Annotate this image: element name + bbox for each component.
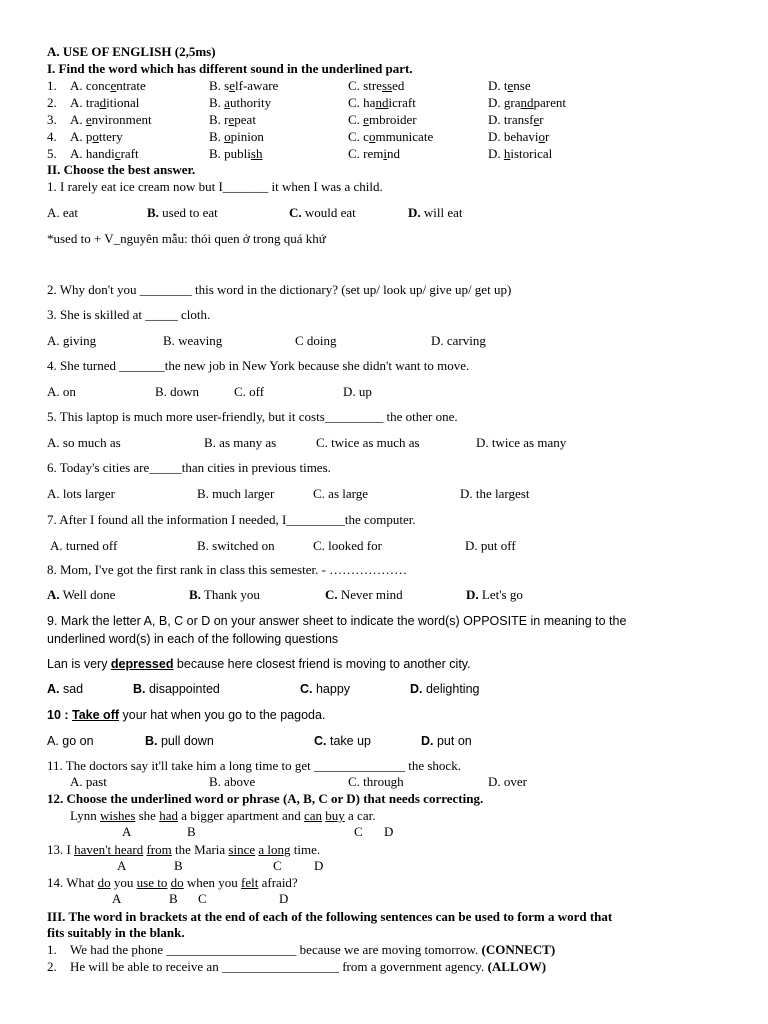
option-b: B. pull down: [145, 734, 214, 748]
option-d: D. transfer: [488, 112, 544, 127]
question-2: 2. Why don't you ________ this word in the dictionary? (set up/ look up/ give up/ get up): [47, 282, 512, 297]
option-a: A. environment: [70, 112, 152, 127]
part3-heading-line2: fits suitably in the blank.: [47, 925, 185, 940]
question-9-line1: 9. Mark the letter A, B, C or D on your answer sheet to indicate the word(s) OPPOSITE in meaning to the: [47, 614, 627, 628]
grammar-note: *used to + V_nguyên mẫu: thói quen ở trong quá khứ: [47, 231, 326, 246]
option-a: A. lots larger: [47, 486, 115, 501]
question-4: 4. She turned _______the new job in New York because she didn't want to move.: [47, 358, 470, 373]
option-b: B. down: [155, 384, 200, 399]
option-b: B. switched on: [197, 538, 275, 553]
question-11: 11. The doctors say it'll take him a long time to get ______________ the shock.: [47, 758, 461, 773]
option-c: C. Never mind: [325, 587, 403, 602]
option-a: A. traditional: [70, 95, 140, 110]
option-b: B. repeat: [209, 112, 256, 127]
option-d: D. put on: [421, 734, 472, 748]
option-a: A. go on: [47, 734, 94, 748]
part1-heading: I. Find the word which has different sound in the underlined part.: [47, 61, 413, 76]
option-d: D. delighting: [410, 682, 480, 696]
question-6: 6. Today's cities are_____than cities in previous times.: [47, 460, 331, 475]
option-c: C. through: [348, 774, 404, 789]
option-c: C. embroider: [348, 112, 417, 127]
question-13-sentence: 13. I haven't heard from the Maria since a long time.: [47, 842, 321, 857]
question-3: 3. She is skilled at _____ cloth.: [47, 307, 211, 322]
option-c: C. looked for: [313, 538, 382, 553]
option-b: B. self-aware: [209, 78, 279, 93]
part2-heading: II. Choose the best answer.: [47, 162, 196, 177]
option-b: B. opinion: [209, 129, 264, 144]
question-8: 8. Mom, I've got the first rank in class this semester. - ………………: [47, 562, 408, 577]
option-c: C. take up: [314, 734, 371, 748]
question-12-sentence: Lynn wishes she had a bigger apartment and can buy a car.: [70, 808, 376, 823]
option-c: C. happy: [300, 682, 351, 696]
option-a: A. concentrate: [70, 78, 146, 93]
option-b: B. above: [209, 774, 256, 789]
option-d: D. up: [343, 384, 372, 399]
question-14-sentence: 14. What do you use to do when you felt afraid?: [47, 875, 298, 890]
option-c: C. twice as much as: [316, 435, 420, 450]
question-9-line2: underlined word(s) in each of the following questions: [47, 632, 339, 646]
option-a: A. Well done: [47, 587, 116, 602]
option-d: D. behavior: [488, 129, 550, 144]
option-d: D. carving: [431, 333, 486, 348]
option-c: C. handicraft: [348, 95, 416, 110]
option-d: D. over: [488, 774, 527, 789]
option-b: B. as many as: [204, 435, 277, 450]
option-c: C. would eat: [289, 205, 356, 220]
option-b: B. authority: [209, 95, 272, 110]
option-b: B. publish: [209, 146, 263, 161]
option-d: D. twice as many: [476, 435, 567, 450]
option-c: C. off: [234, 384, 265, 399]
question-7: 7. After I found all the information I needed, I_________the computer.: [47, 512, 416, 527]
option-d: D. will eat: [408, 205, 463, 220]
part3-heading-line1: III. The word in brackets at the end of each of the following sentences can be used to form a word that: [47, 909, 613, 924]
question-9-sentence: Lan is very depressed because here closest friend is moving to another city.: [47, 657, 471, 671]
option-d: D. tense: [488, 78, 531, 93]
option-d: D. the largest: [460, 486, 530, 501]
option-a: A. pottery: [70, 129, 123, 144]
option-a: A. handicraft: [70, 146, 139, 161]
option-a: A. giving: [47, 333, 97, 348]
option-d: D. grandparent: [488, 95, 566, 110]
option-b: B. used to eat: [147, 205, 218, 220]
question-1: 1. I rarely eat ice cream now but I_______ it when I was a child.: [47, 179, 383, 194]
option-b: B. weaving: [163, 333, 223, 348]
section-a-title: A. USE OF ENGLISH (2,5ms): [47, 44, 216, 59]
error-id-heading: 12. Choose the underlined word or phrase (A, B, C or D) that needs correcting.: [47, 791, 484, 806]
option-c: C. remind: [348, 146, 401, 161]
option-c: C. as large: [313, 486, 368, 501]
option-a: A. eat: [47, 205, 79, 220]
option-b: B. Thank you: [189, 587, 260, 602]
option-d: D. put off: [465, 538, 516, 553]
option-d: D. Let's go: [466, 587, 523, 602]
option-a: A. turned off: [50, 538, 118, 553]
option-c: C. stressed: [348, 78, 405, 93]
option-b: B. disappointed: [133, 682, 220, 696]
option-c: C. communicate: [348, 129, 434, 144]
option-a: A. past: [70, 774, 107, 789]
option-a: A. so much as: [47, 435, 121, 450]
option-a: A. on: [47, 384, 76, 399]
option-b: B. much larger: [197, 486, 275, 501]
option-d: D. historical: [488, 146, 553, 161]
question-5: 5. This laptop is much more user-friendly, but it costs_________ the other one.: [47, 409, 458, 424]
option-a: A. sad: [47, 682, 84, 696]
option-c: C doing: [295, 333, 337, 348]
question-10: 10 : Take off your hat when you go to the pagoda.: [47, 708, 326, 722]
